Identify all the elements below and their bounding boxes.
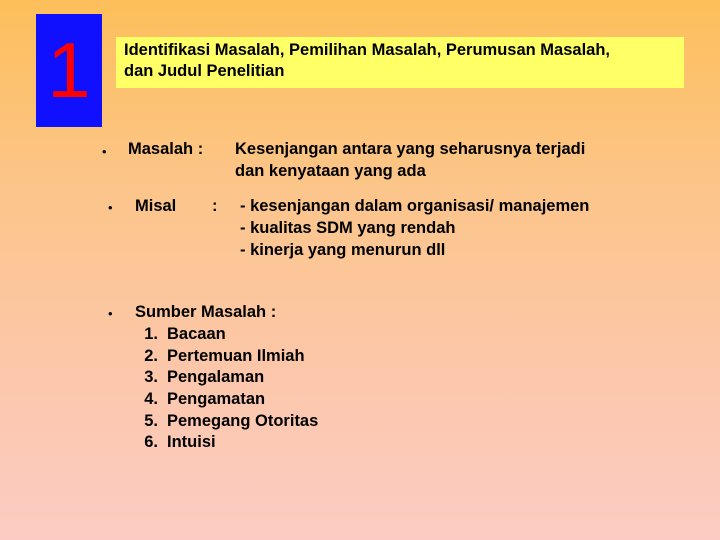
misal-colon: : bbox=[212, 197, 218, 215]
bullet-masalah-marker: • bbox=[102, 144, 107, 159]
masalah-definition-line-2: dan kenyataan yang ada bbox=[235, 162, 426, 180]
list-item-number: 6. bbox=[144, 433, 158, 452]
list-item-number: 4. bbox=[144, 390, 158, 409]
slide-title-line-2: dan Judul Penelitian bbox=[124, 62, 285, 80]
list-item-label: Bacaan bbox=[167, 325, 226, 343]
slide-number-box bbox=[36, 14, 102, 127]
list-item bbox=[132, 411, 392, 433]
list-item bbox=[132, 346, 392, 368]
masalah-definition-line-1: Kesenjangan antara yang seharusnya terjadi bbox=[235, 140, 586, 158]
list-item bbox=[132, 432, 392, 454]
sumber-masalah-list bbox=[132, 324, 392, 454]
list-item bbox=[132, 324, 392, 346]
masalah-label: Masalah : bbox=[128, 140, 204, 158]
misal-example-2: - kualitas SDM yang rendah bbox=[240, 219, 456, 237]
list-item-number: 3. bbox=[144, 368, 158, 387]
slide-number: 1 bbox=[47, 26, 91, 114]
bullet-misal-marker: • bbox=[108, 200, 113, 215]
list-item bbox=[132, 389, 392, 411]
list-item-label: Pertemuan Ilmiah bbox=[167, 346, 305, 365]
misal-label: Misal bbox=[135, 197, 177, 215]
list-item bbox=[132, 367, 392, 389]
list-item-label: Pengalaman bbox=[167, 368, 265, 387]
misal-example-1: - kesenjangan dalam organisasi/ manajemen bbox=[240, 197, 590, 215]
slide-title-line-1: Identifikasi Masalah, Pemilihan Masalah, Perumusan Masalah, bbox=[124, 41, 611, 59]
list-item-label: Intuisi bbox=[167, 433, 216, 452]
list-item-number: 2. bbox=[144, 346, 158, 365]
list-item-label: Pemegang Otoritas bbox=[167, 411, 319, 430]
misal-example-3: - kinerja yang menurun dll bbox=[240, 241, 446, 259]
bullet-sumber-marker: • bbox=[108, 306, 113, 321]
list-item-label: Pengamatan bbox=[167, 390, 266, 409]
sumber-masalah-heading: Sumber Masalah : bbox=[135, 303, 277, 321]
slide-title-box bbox=[116, 37, 684, 88]
list-item-number: 5. bbox=[144, 411, 158, 430]
list-item-number: 1. bbox=[144, 325, 158, 343]
